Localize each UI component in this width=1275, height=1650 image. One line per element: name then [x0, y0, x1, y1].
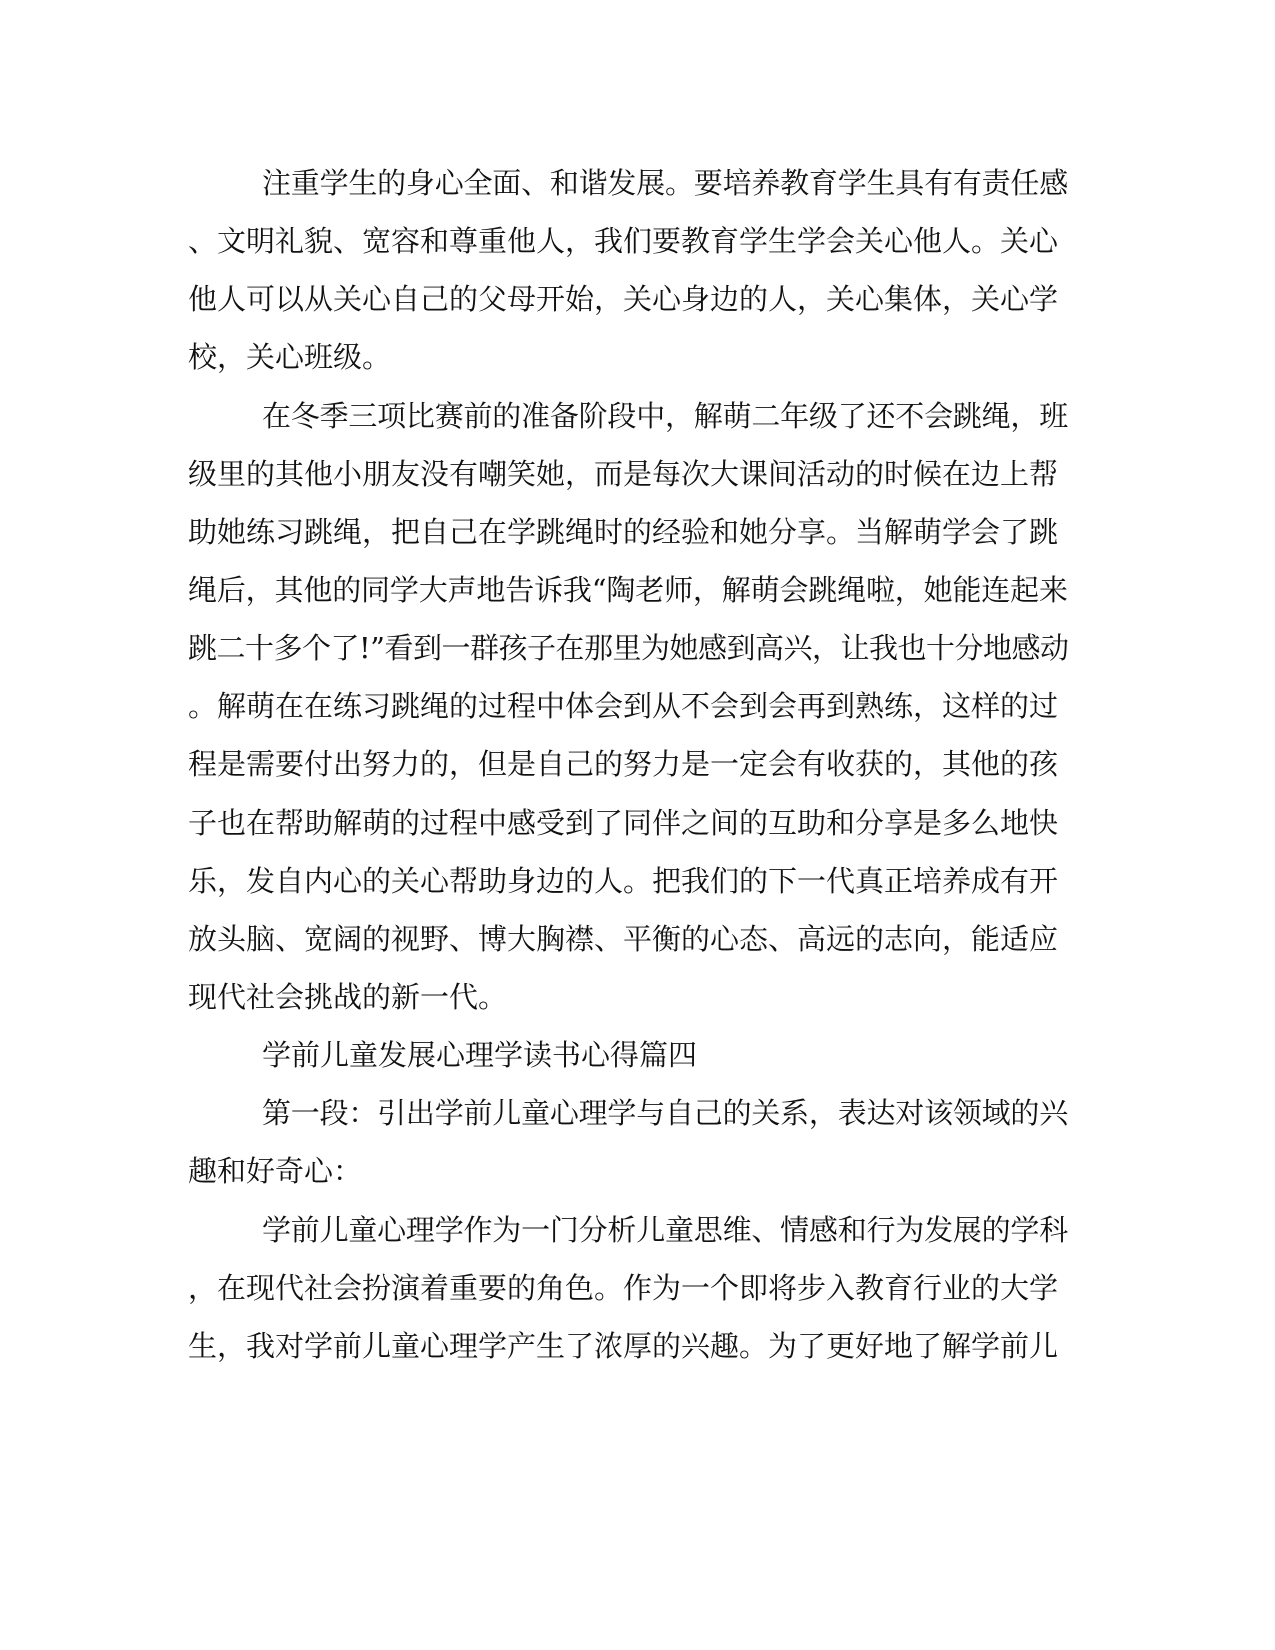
text-line: 他人可以从关心自己的父母开始，关心身边的人，关心集体，关心学: [188, 282, 1059, 316]
text-line: 放头脑、宽阔的视野、博大胸襟、平衡的心态、高远的志向，能适应: [188, 922, 1059, 956]
section-heading: 学前儿童发展心理学读书心得篇四: [262, 1038, 698, 1072]
text-line: 、文明礼貌、宽容和尊重他人，我们要教育学生学会关心他人。关心: [188, 224, 1059, 258]
text-line: 学前儿童心理学作为一门分析儿童思维、情感和行为发展的学科: [262, 1213, 1069, 1247]
text-line: 趣和好奇心：: [188, 1154, 363, 1188]
text-line: 。解萌在在练习跳绳的过程中体会到从不会到会再到熟练，这样的过: [188, 689, 1059, 723]
text-line: 助她练习跳绳，把自己在学跳绳时的经验和她分享。当解萌学会了跳: [188, 515, 1059, 549]
text-line: 子也在帮助解萌的过程中感受到了同伴之间的互助和分享是多么地快: [188, 806, 1059, 840]
text-line: 跳二十多个了!”看到一群孩子在那里为她感到高兴，让我也十分地感动: [188, 631, 1069, 665]
text-line: 级里的其他小朋友没有嘲笑她，而是每次大课间活动的时候在边上帮: [188, 457, 1059, 491]
text-line: 现代社会挑战的新一代。: [188, 980, 508, 1014]
text-line: 在冬季三项比赛前的准备阶段中，解萌二年级了还不会跳绳，班: [262, 399, 1069, 433]
text-line: ，在现代社会扮演着重要的角色。作为一个即将步入教育行业的大学: [188, 1271, 1059, 1305]
text-line: 第一段：引出学前儿童心理学与自己的关系，表达对该领域的兴: [262, 1096, 1069, 1130]
text-line: 乐，发自内心的关心帮助身边的人。把我们的下一代真正培养成有开: [188, 864, 1059, 898]
text-line: 生，我对学前儿童心理学产生了浓厚的兴趣。为了更好地了解学前儿: [188, 1329, 1059, 1363]
text-line: 程是需要付出努力的，但是自己的努力是一定会有收获的，其他的孩: [188, 747, 1059, 781]
text-line: 校，关心班级。: [188, 340, 392, 374]
text-line: 绳后，其他的同学大声地告诉我“陶老师，解萌会跳绳啦，她能连起来: [188, 573, 1068, 607]
text-line: 注重学生的身心全面、和谐发展。要培养教育学生具有有责任感: [262, 166, 1069, 200]
